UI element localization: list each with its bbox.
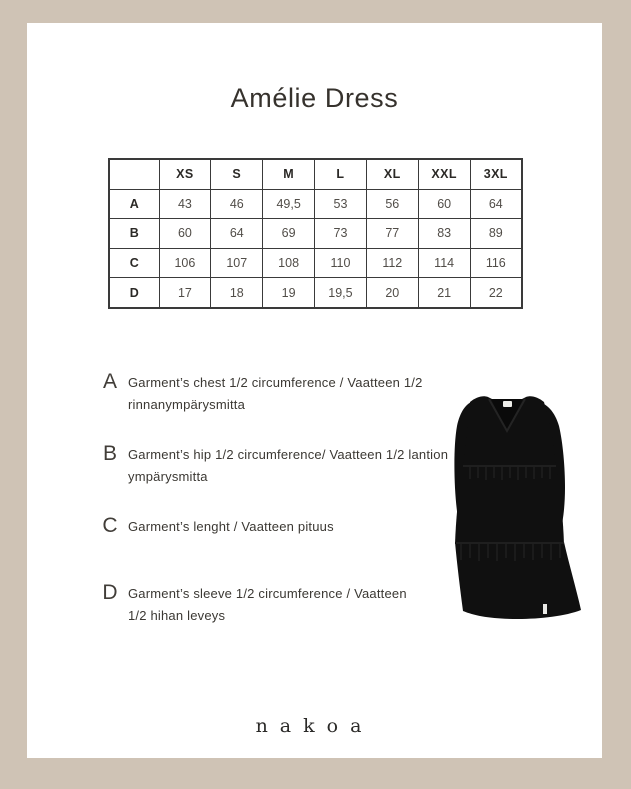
- cell: 106: [159, 248, 211, 278]
- legend-text-line: ympärysmitta: [128, 469, 208, 484]
- cell: 89: [470, 219, 522, 249]
- legend-text-c: [128, 513, 334, 538]
- cell: 107: [211, 248, 263, 278]
- table-header-row: [109, 159, 522, 189]
- page-title: Amélie Dress: [230, 83, 399, 113]
- row-label-d: D: [109, 278, 159, 308]
- col-header-3xl: 3XL: [470, 159, 522, 189]
- legend-text-a: [128, 369, 423, 416]
- cell: 22: [470, 278, 522, 308]
- legend-item-c: [97, 513, 334, 539]
- legend-text-line: Garment’s hip 1/2 circumference/ Vaatteen 1/2 lantion: [128, 447, 449, 462]
- cell: 110: [315, 248, 367, 278]
- row-label-c: C: [109, 248, 159, 278]
- cell: 56: [366, 189, 418, 219]
- table-row: [109, 219, 522, 249]
- cell: 114: [418, 248, 470, 278]
- row-label-b: B: [109, 219, 159, 249]
- cell: 19: [263, 278, 315, 308]
- cell: 19,5: [315, 278, 367, 308]
- col-header-m: M: [263, 159, 315, 189]
- neck-label: [503, 401, 512, 407]
- col-header-l: L: [315, 159, 367, 189]
- cell: 60: [159, 219, 211, 249]
- legend-text-line: rinnanympärysmitta: [128, 397, 246, 412]
- size-guide-card: [27, 23, 602, 758]
- dress-illustration: [430, 388, 600, 623]
- legend-text-d: [128, 580, 407, 627]
- legend-text-line: 1/2 hihan leveys: [128, 608, 226, 623]
- legend-text-line: Garment’s lenght / Vaatteen pituus: [128, 519, 334, 534]
- col-header-xxl: XXL: [418, 159, 470, 189]
- cell: 17: [159, 278, 211, 308]
- cell: 64: [470, 189, 522, 219]
- col-header-xs: XS: [159, 159, 211, 189]
- cell: 116: [470, 248, 522, 278]
- cell: 60: [418, 189, 470, 219]
- cell: 64: [211, 219, 263, 249]
- cell: 43: [159, 189, 211, 219]
- cell: 18: [211, 278, 263, 308]
- legend-item-a: [97, 369, 423, 416]
- legend-item-b: [97, 441, 448, 488]
- legend-text-line: Garment’s chest 1/2 circumference / Vaatteen 1/2: [128, 375, 423, 390]
- cell: 20: [366, 278, 418, 308]
- legend-letter-b: B: [102, 442, 117, 465]
- table-row: [109, 248, 522, 278]
- col-header-s: S: [211, 159, 263, 189]
- size-chart-table: [108, 158, 523, 309]
- cell: 53: [315, 189, 367, 219]
- table-row: [109, 278, 522, 308]
- cell: 21: [418, 278, 470, 308]
- cell: 49,5: [263, 189, 315, 219]
- brand-logo: nakoa: [255, 715, 374, 737]
- col-header-xl: XL: [366, 159, 418, 189]
- legend-item-d: [97, 580, 407, 627]
- cell: 46: [211, 189, 263, 219]
- cell: 112: [366, 248, 418, 278]
- legend-text-line: Garment’s sleeve 1/2 circumference / Vaatteen: [128, 586, 407, 601]
- hem-tag: [543, 604, 547, 614]
- legend-letter-c: C: [102, 514, 118, 537]
- legend-letter-a: A: [102, 370, 117, 393]
- legend-letter-d: D: [102, 581, 118, 604]
- corner-cell: [109, 159, 159, 189]
- cell: 108: [263, 248, 315, 278]
- cell: 83: [418, 219, 470, 249]
- cell: 77: [366, 219, 418, 249]
- row-label-a: A: [109, 189, 159, 219]
- cell: 69: [263, 219, 315, 249]
- legend-text-b: [128, 441, 448, 488]
- black-tiered-dress-photo: [430, 388, 600, 623]
- cell: 73: [315, 219, 367, 249]
- table-row: [109, 189, 522, 219]
